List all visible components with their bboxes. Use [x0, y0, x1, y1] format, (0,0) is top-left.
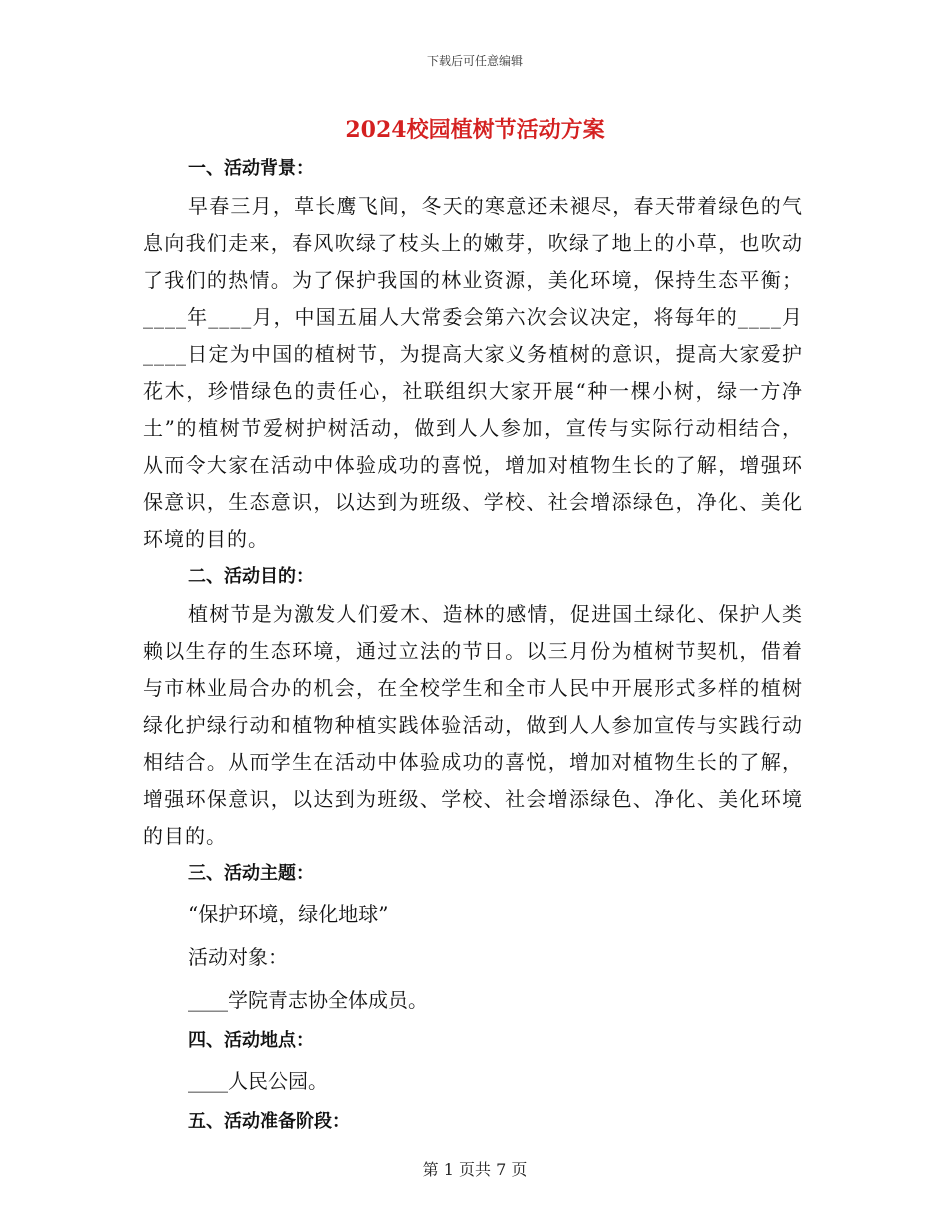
target-text: ____学院青志协全体成员。 [188, 988, 428, 1012]
location-text: ____人民公园。 [188, 1069, 328, 1093]
section-heading-location: 四、活动地点： [188, 1030, 314, 1051]
target-label: 活动对象： [188, 945, 288, 969]
header-note: 下载后可任意编辑 [426, 54, 523, 68]
section-heading-background: 一、活动背景： [188, 158, 314, 179]
section-paragraph-purpose: 植树节是为激发人们爱木、造林的感情，促进国土绿化、保护人类赖以生存的生态环境，通过立法的节日。以三月份为植树节契机，借着与市林业局合办的机会，在全校学生和全市人民中开展形式多样的植树绿化护绿行动和植物种植实践体验活动，做到人人参加宣传与实践行动相结合。从而学生在活动中体验成功的喜悦，增加对植物生长的了解，增强环保意识，以达到为班级、学校、社会增添绿色、净化、美化环境的目的。 [143, 602, 803, 848]
section-heading-preparation: 五、活动准备阶段： [188, 1111, 350, 1132]
page-footer: 第 1 页共 7 页 [422, 1160, 528, 1179]
section-paragraph-background: 早春三月，草长鹰飞间，冬天的寒意还未褪尽，春天带着绿色的气息向我们走来，春风吹绿了枝头上的嫩芽，吹绿了地上的小草，也吹动了我们的热情。为了保护我国的林业资源，美化环境，保持生态平衡；____年____月，中国五届人大常委会第六次会议决定，将每年的____月____日定为中国的植树节，为提高大家义务植树的意识，提高大家爱护花木，珍惜绿色的责任心，社联组织大家开展“种一棵小树，绿一方净土”的植树节爱树护树活动，做到人人参加，宣传与实际行动相结合，从而令大家在活动中体验成功的喜悦，增加对植物生长的了解，增强环保意识，生态意识，以达到为班级、学校、社会增添绿色，净化、美化环境的目的。 [143, 194, 803, 551]
document-body [143, 150, 803, 1141]
section-heading-theme: 三、活动主题： [188, 863, 314, 884]
document-title: 2024校园植树节活动方案 [345, 117, 605, 143]
theme-text: “保护环境，绿化地球” [188, 902, 389, 926]
section-heading-purpose: 二、活动目的： [188, 566, 314, 587]
